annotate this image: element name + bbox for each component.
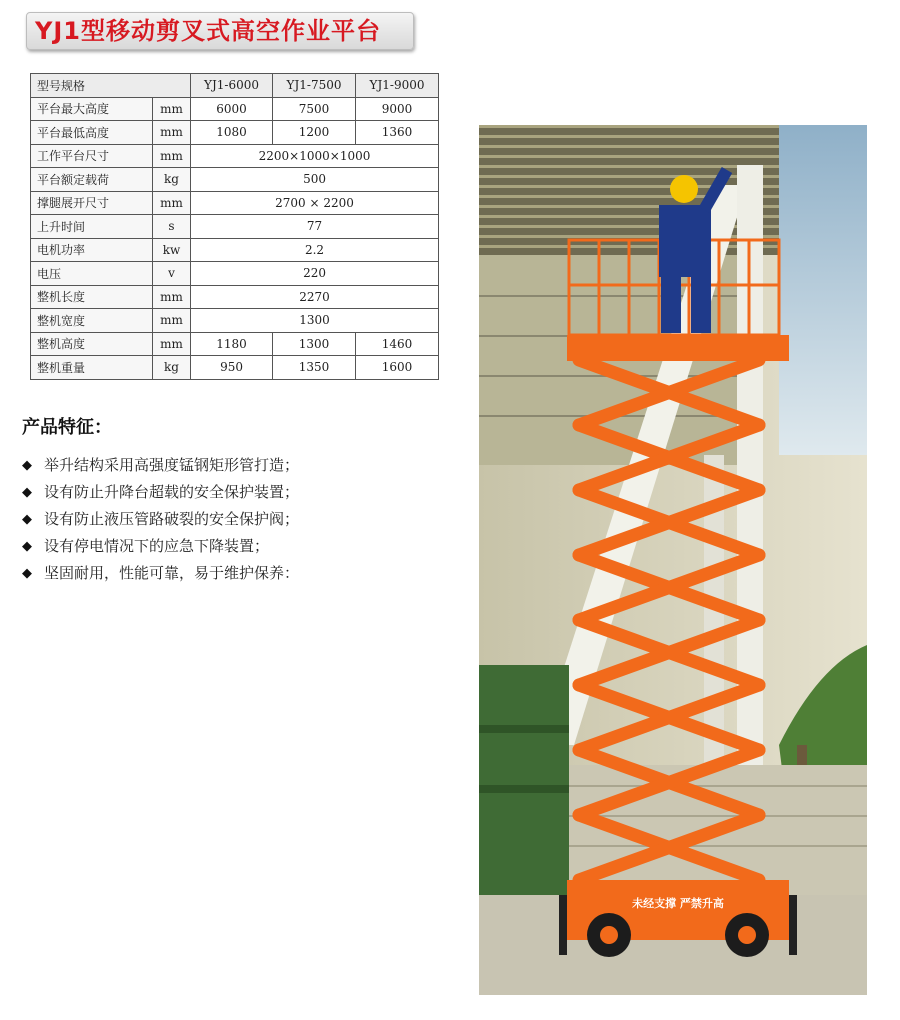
spec-table-row (31, 144, 439, 168)
spec-name: 平台额定载荷 (31, 168, 153, 192)
feature-item: ◆ 设有停电情况下的应急下降装置； (22, 533, 299, 560)
spec-unit: s (153, 215, 191, 239)
spec-unit: v (153, 262, 191, 286)
product-photo (479, 125, 867, 995)
spec-unit: mm (153, 285, 191, 309)
spec-unit: mm (153, 309, 191, 333)
spec-value: 2700 × 2200 (191, 191, 439, 215)
feature-item: ◆ 坚固耐用，性能可靠，易于维护保养： (22, 560, 299, 587)
feature-item: ◆ 设有防止升降台超载的安全保护装置； (22, 479, 299, 506)
spec-table-row (31, 262, 439, 286)
spec-value: 1300 (273, 332, 356, 356)
spec-table-row (31, 121, 439, 145)
spec-table-row (31, 191, 439, 215)
work-platform (567, 335, 789, 361)
header-model: YJ1-9000 (356, 74, 439, 98)
header-model: YJ1-6000 (191, 74, 273, 98)
spec-value: 7500 (273, 97, 356, 121)
spec-table-row (31, 97, 439, 121)
spec-value: 77 (191, 215, 439, 239)
spec-value: 1080 (191, 121, 273, 145)
feature-item: ◆ 设有防止液压管路破裂的安全保护阀； (22, 506, 299, 533)
diamond-bullet-icon: ◆ (22, 539, 32, 554)
diamond-bullet-icon: ◆ (22, 512, 32, 527)
spec-value: 500 (191, 168, 439, 192)
feature-item: ◆ 举升结构采用高强度锰钢矩形管打造； (22, 452, 299, 479)
spec-value: 1360 (356, 121, 439, 145)
features-heading: 产品特征： (22, 417, 112, 438)
diamond-bullet-icon: ◆ (22, 566, 32, 581)
helmet-icon (670, 175, 698, 203)
spec-table-row (31, 238, 439, 262)
spec-value: 1300 (191, 309, 439, 333)
sky (779, 125, 867, 455)
spec-name: 整机宽度 (31, 309, 153, 333)
spec-name: 电压 (31, 262, 153, 286)
spec-name: 电机功率 (31, 238, 153, 262)
spec-value: 2200×1000×1000 (191, 144, 439, 168)
spec-name: 工作平台尺寸 (31, 144, 153, 168)
spec-table-row (31, 309, 439, 333)
spec-value: 2270 (191, 285, 439, 309)
spec-unit: kw (153, 238, 191, 262)
spec-value: 950 (191, 356, 273, 380)
scissor-lift-illustration (479, 125, 867, 995)
spec-unit: mm (153, 332, 191, 356)
diamond-bullet-icon: ◆ (22, 458, 32, 473)
spec-unit: mm (153, 97, 191, 121)
spec-name: 整机高度 (31, 332, 153, 356)
hedge (479, 665, 569, 895)
spec-value: 1460 (356, 332, 439, 356)
spec-name: 撑腿展开尺寸 (31, 191, 153, 215)
header-model: YJ1-7500 (273, 74, 356, 98)
spec-name: 整机长度 (31, 285, 153, 309)
features-list (22, 452, 299, 587)
spec-value: 1350 (273, 356, 356, 380)
spec-value: 220 (191, 262, 439, 286)
spec-table-row (31, 285, 439, 309)
base-warning-label: 未经支撑 严禁升高 (632, 897, 724, 910)
spec-unit: mm (153, 191, 191, 215)
spec-value: 9000 (356, 97, 439, 121)
spec-value: 6000 (191, 97, 273, 121)
spec-table-row (31, 356, 439, 380)
page-title: YJ1型移动剪叉式高空作业平台 (35, 17, 382, 45)
spec-name: 整机重量 (31, 356, 153, 380)
spec-name: 平台最大高度 (31, 97, 153, 121)
spec-table (30, 73, 439, 380)
spec-table-row (31, 332, 439, 356)
spec-unit: mm (153, 121, 191, 145)
title-banner (26, 12, 414, 50)
spec-value: 1200 (273, 121, 356, 145)
spec-table-row (31, 215, 439, 239)
header-spec-name: 型号规格 (31, 74, 191, 98)
spec-unit: mm (153, 144, 191, 168)
spec-name: 上升时间 (31, 215, 153, 239)
spec-value: 1600 (356, 356, 439, 380)
spec-unit: kg (153, 356, 191, 380)
spec-value: 2.2 (191, 238, 439, 262)
spec-unit: kg (153, 168, 191, 192)
spec-table-row (31, 168, 439, 192)
spec-value: 1180 (191, 332, 273, 356)
diamond-bullet-icon: ◆ (22, 485, 32, 500)
spec-name: 平台最低高度 (31, 121, 153, 145)
spec-table-header-row (31, 74, 439, 98)
